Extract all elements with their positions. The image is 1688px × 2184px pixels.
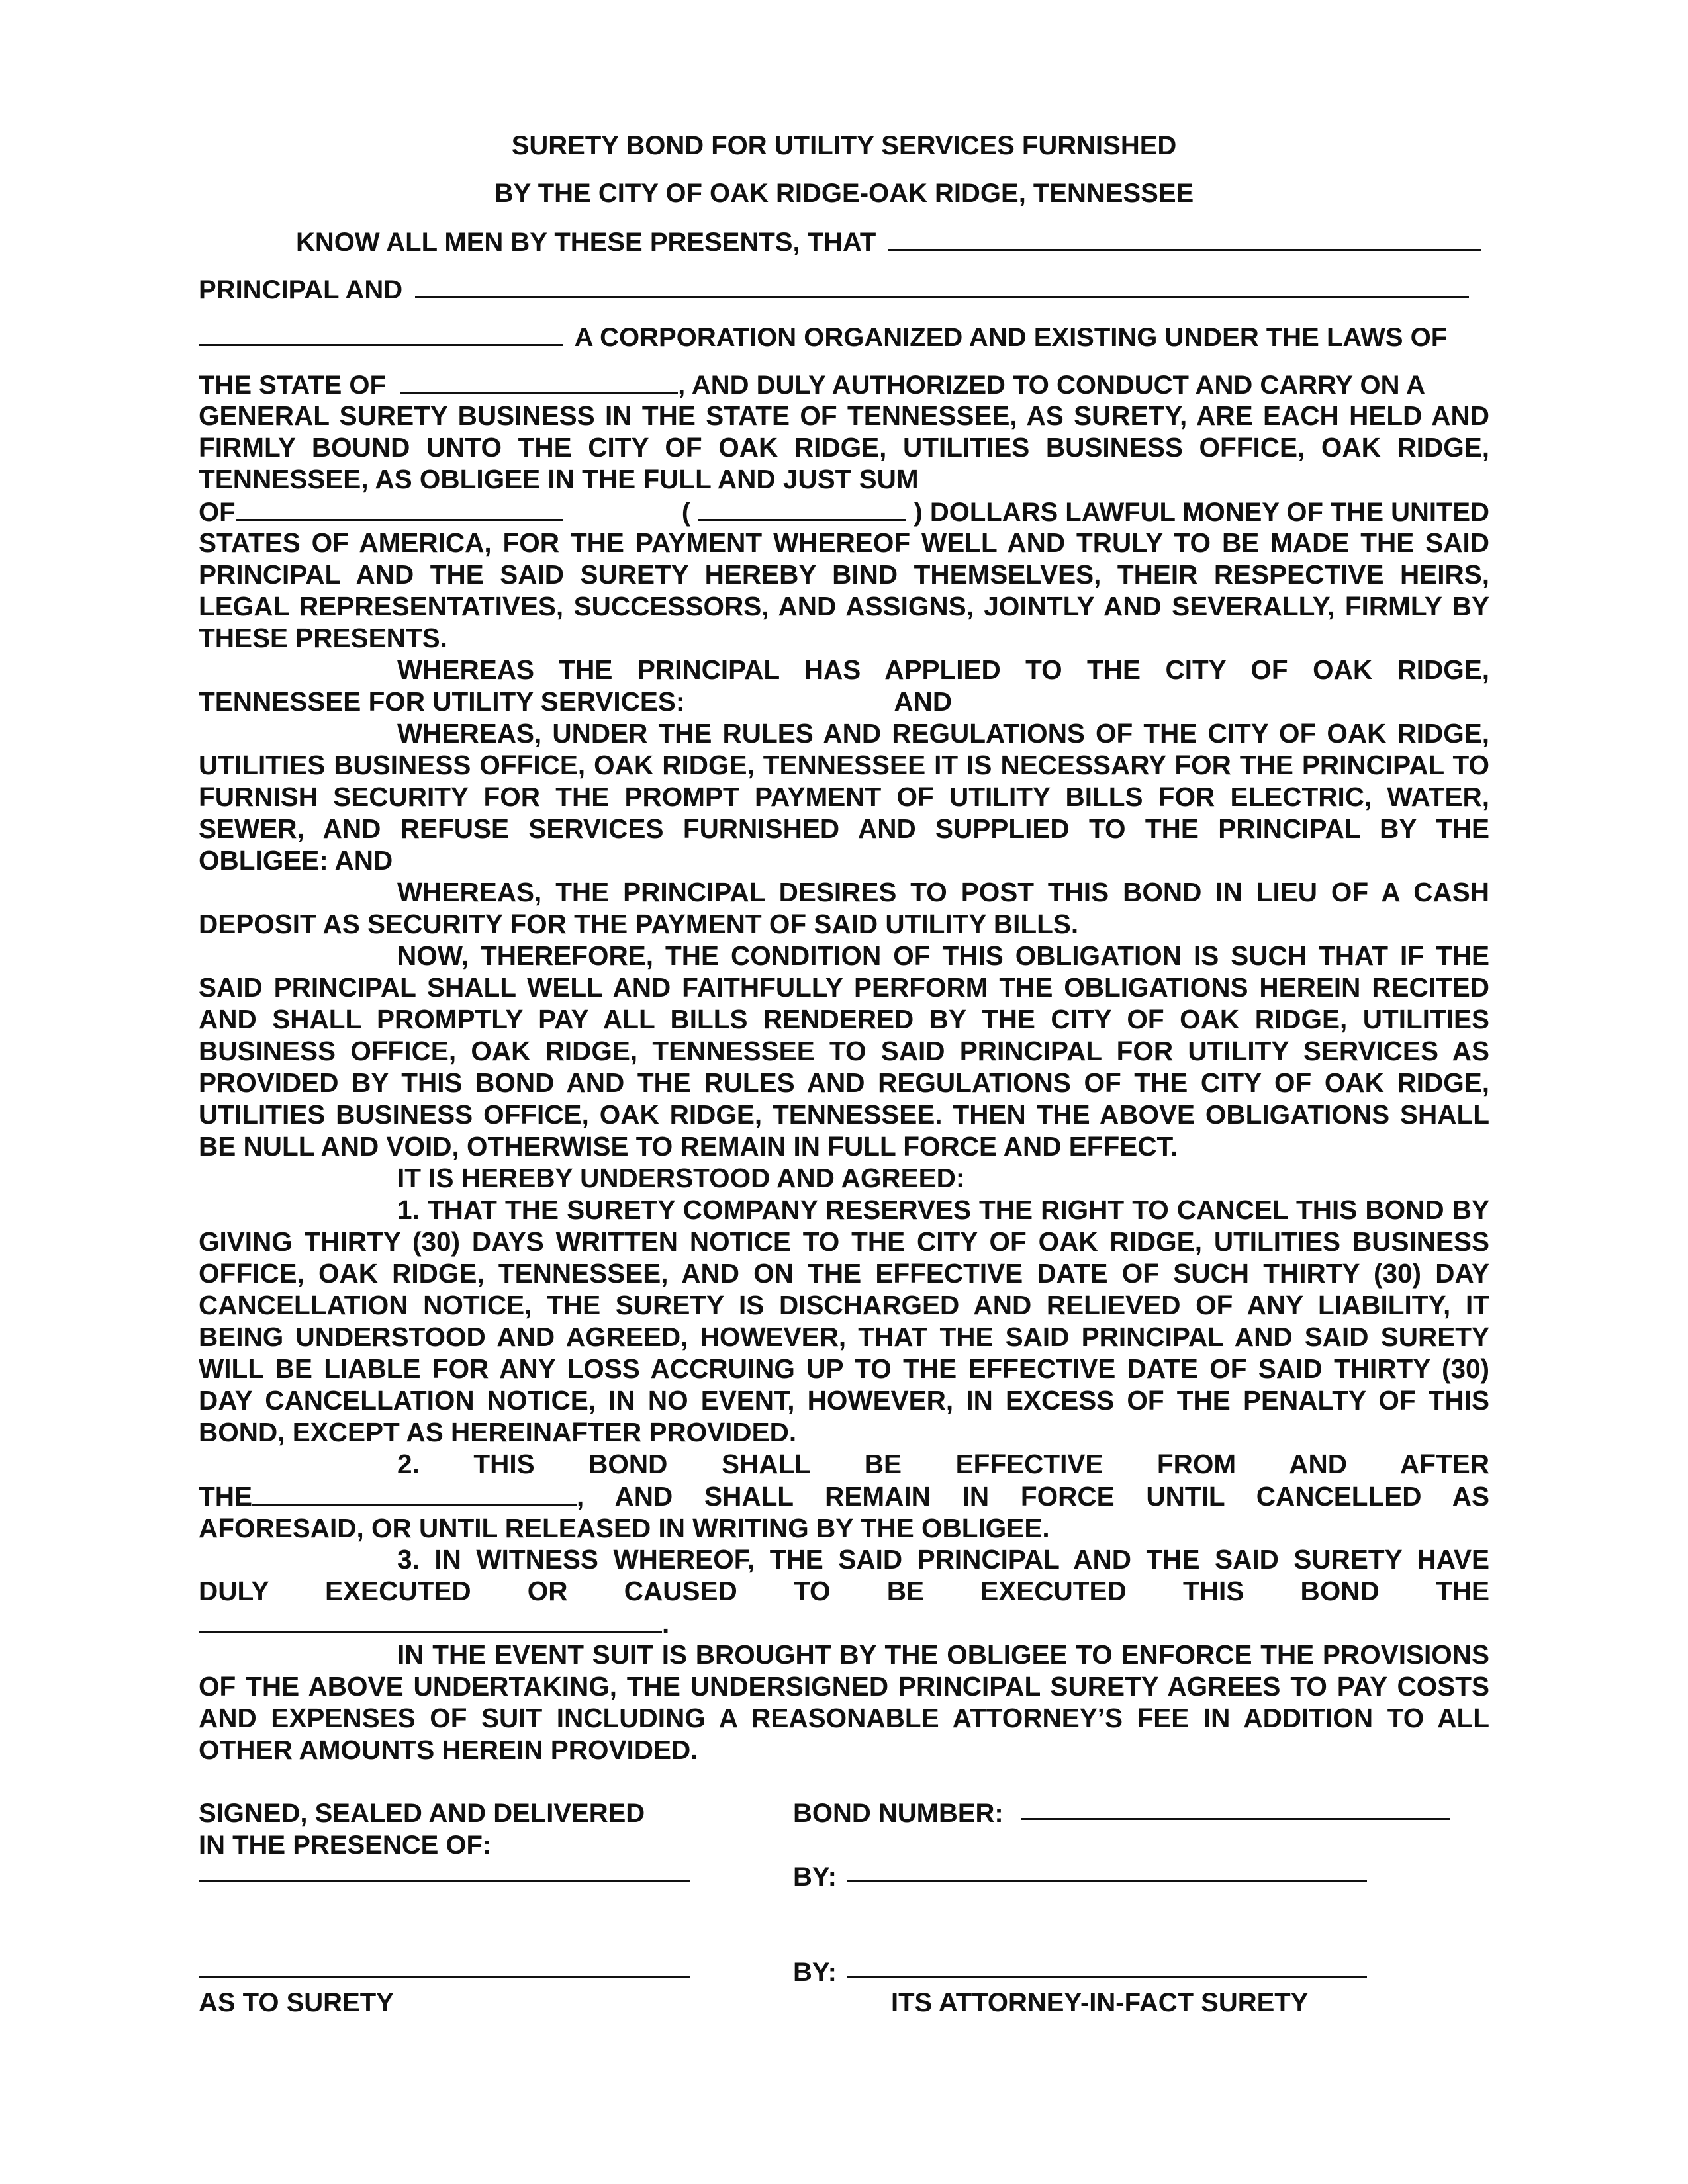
- now-therefore-text: NOW, THEREFORE, THE CONDITION OF THIS OBLIGATION IS SUCH THAT IF THE SAID PRINCIPAL SHALL WELL AND FAITHFULLY PERFORM THE OBLIGATIONS HEREIN RECITED AND SHALL PROMPTLY PAY ALL BILLS RENDERED BY THE CITY OF OAK RIDGE, UTILITIES BUSINESS OFFICE, OAK RIDGE, TENNESSEE TO SAID PRINCIPAL FOR UTILITY SERVICES AS PROVIDED BY THIS BOND AND THE RULES AND REGULATIONS OF THE CITY OF OAK RIDGE, UTILITIES BUSINESS OFFICE, OAK RIDGE, TENNESSEE. THEN THE ABOVE OBLIGATIONS SHALL BE NULL AND VOID, OTHERWISE TO REMAIN IN FULL FORCE AND EFFECT.: [199, 940, 1489, 1161]
- understood-paragraph: [199, 1162, 1489, 1194]
- by-label-2: BY:: [793, 1958, 837, 1987]
- sum-dollars-text: ) DOLLARS LAWFUL MONEY OF THE UNITED: [914, 498, 1489, 527]
- state-of-line: [199, 368, 1489, 401]
- principal-and-line: [199, 273, 1469, 306]
- bond-number-blank[interactable]: [1021, 1818, 1450, 1820]
- principal-and-text: PRINCIPAL AND: [199, 275, 403, 304]
- clause-2-the: THE: [199, 1481, 252, 1512]
- whereas-rules-text: WHEREAS, UNDER THE RULES AND REGULATIONS OF THE CITY OF OAK RIDGE, UTILITIES BUSINESS OFFICE, OAK RIDGE, TENNESSEE IT IS NECESSARY FOR THE PRINCIPAL TO FURNISH SECURITY FOR THE PROMPT PAYMENT OF UTILITY BILLS FOR ELECTRIC, WATER, SEWER, AND REFUSE SERVICES FURNISHED AND SUPPLIED TO THE PRINCIPAL BY THE OBLIGEE: AND: [199, 718, 1489, 876]
- clause-1-text: 1. THAT THE SURETY COMPANY RESERVES THE RIGHT TO CANCEL THIS BOND BY GIVING THIRTY (30) DAYS WRITTEN NOTICE TO THE CITY OF OAK RIDGE, UTILITIES BUSINESS OFFICE, OAK RIDGE, TENNESSEE, AND ON THE EFFECTIVE DATE OF SUCH THIRTY (30) DAY CANCELLATION NOTICE, THE SURETY IS DISCHARGED AND RELIEVED OF ANY LIABILITY, IT BEING UNDERSTOOD AND AGREED, HOWEVER, THAT THE SAID PRINCIPAL AND SAID SURETY WILL BE LIABLE FOR ANY LOSS ACCRUING UP TO THE EFFECTIVE DATE OF SAID THIRTY (30) DAY CANCELLATION NOTICE, IN NO EVENT, HOWEVER, IN EXCESS OF THE PENALTY OF THIS BOND, EXCEPT AS HEREINAFTER PROVIDED.: [199, 1195, 1489, 1447]
- suit-paragraph: [199, 1639, 1489, 1766]
- corporation-line: [199, 320, 1447, 353]
- surety-name-blank[interactable]: [415, 273, 1469, 298]
- utility-services-text: TENNESSEE FOR UTILITY SERVICES:: [199, 686, 685, 717]
- attorney-signature-line[interactable]: [847, 1976, 1367, 1978]
- bond-number-label: BOND NUMBER:: [793, 1799, 1004, 1828]
- execution-date-blank[interactable]: [199, 1607, 662, 1633]
- know-all-men-text: KNOW ALL MEN BY THESE PRESENTS, THAT: [296, 228, 876, 257]
- whereas-applied-text: WHEREAS THE PRINCIPAL HAS APPLIED TO THE CITY OF OAK RIDGE,: [397, 655, 1489, 685]
- principal-name-blank[interactable]: [888, 225, 1481, 251]
- effective-date-blank[interactable]: [252, 1480, 577, 1506]
- clause-3-period: .: [662, 1608, 670, 1639]
- know-all-men-line: [296, 225, 1481, 258]
- clause-2-line-1: 2. THIS BOND SHALL BE EFFECTIVE FROM AND AFTER: [397, 1449, 1489, 1479]
- clause-2-paragraph: [199, 1448, 1489, 1544]
- attorney-in-fact-label: ITS ATTORNEY-IN-FACT SURETY: [891, 1988, 1309, 2017]
- corporation-name-blank[interactable]: [199, 320, 563, 346]
- sum-open-paren: (: [681, 498, 691, 527]
- sum-figures-blank[interactable]: [698, 495, 906, 521]
- whereas-applied-paragraph: [199, 654, 1489, 717]
- clause-2-line-2: , AND SHALL REMAIN IN FORCE UNTIL CANCELLED AS: [577, 1481, 1489, 1512]
- sum-words-blank[interactable]: [236, 495, 563, 521]
- in-presence-label: IN THE PRESENCE OF:: [199, 1831, 492, 1860]
- corporation-text: A CORPORATION ORGANIZED AND EXISTING UNDER THE LAWS OF: [574, 323, 1448, 352]
- whereas-bond-paragraph: [199, 876, 1489, 940]
- surety-body-paragraph: GENERAL SURETY BUSINESS IN THE STATE OF TENNESSEE, AS SURETY, ARE EACH HELD AND FIRMLY BOUND UNTO THE CITY OF OAK RIDGE, UTILITIES BUSINESS OFFICE, OAK RIDGE, TENNESSEE, AS OBLIGEE IN THE FULL AND JUST SUM: [199, 400, 1489, 494]
- clause-3-line-2: DULY EXECUTED OR CAUSED TO BE EXECUTED THIS BOND THE: [199, 1576, 1489, 1606]
- state-blank[interactable]: [400, 368, 678, 394]
- clause-1-paragraph: [199, 1194, 1489, 1448]
- suit-text: IN THE EVENT SUIT IS BROUGHT BY THE OBLIGEE TO ENFORCE THE PROVISIONS OF THE ABOVE UNDERTAKING, THE UNDERSIGNED PRINCIPAL SURETY AGREES TO PAY COSTS AND EXPENSES OF SUIT INCLUDING A REASONABLE ATTORNEY’S FEE IN ADDITION TO ALL OTHER AMOUNTS HEREIN PROVIDED.: [199, 1639, 1489, 1765]
- state-of-text: THE STATE OF: [199, 371, 386, 400]
- whereas-and-text: AND: [894, 686, 953, 717]
- witness-1-signature-line[interactable]: [199, 1880, 690, 1882]
- now-therefore-paragraph: [199, 940, 1489, 1162]
- whereas-rules-paragraph: [199, 717, 1489, 876]
- understood-text: IT IS HEREBY UNDERSTOOD AND AGREED:: [397, 1163, 965, 1193]
- signed-sealed-label: SIGNED, SEALED AND DELIVERED: [199, 1799, 645, 1828]
- by-label-1: BY:: [793, 1862, 837, 1891]
- document-title-line-1: SURETY BOND FOR UTILITY SERVICES FURNISHED: [511, 131, 1177, 160]
- binding-paragraph: STATES OF AMERICA, FOR THE PAYMENT WHEREOF WELL AND TRULY TO BE MADE THE SAID PRINCIPAL AND THE SAID SURETY HEREBY BIND THEMSELVES, THEIR RESPECTIVE HEIRS, LEGAL REPRESENTATIVES, SUCCESSORS, AND ASSIGNS, JOINTLY AND SEVERALLY, FIRMLY BY THESE PRESENTS.: [199, 527, 1489, 653]
- as-to-surety-label: AS TO SURETY: [199, 1988, 394, 2017]
- duly-authorized-text: , AND DULY AUTHORIZED TO CONDUCT AND CARRY ON A: [678, 371, 1426, 400]
- clause-2-line-3: AFORESAID, OR UNTIL RELEASED IN WRITING BY THE OBLIGEE.: [199, 1513, 1050, 1543]
- clause-3-paragraph: [199, 1543, 1489, 1639]
- whereas-bond-text: WHEREAS, THE PRINCIPAL DESIRES TO POST THIS BOND IN LIEU OF A CASH DEPOSIT AS SECURITY FOR THE PAYMENT OF SAID UTILITY BILLS.: [199, 877, 1489, 939]
- sum-of-text: OF: [199, 498, 236, 527]
- principal-signature-line[interactable]: [847, 1880, 1367, 1882]
- document-title-line-2: BY THE CITY OF OAK RIDGE-OAK RIDGE, TENNESSEE: [494, 179, 1194, 208]
- witness-2-signature-line[interactable]: [199, 1976, 690, 1978]
- sum-line: [199, 495, 1489, 528]
- clause-3-line-1: 3. IN WITNESS WHEREOF, THE SAID PRINCIPAL AND THE SAID SURETY HAVE: [397, 1544, 1489, 1574]
